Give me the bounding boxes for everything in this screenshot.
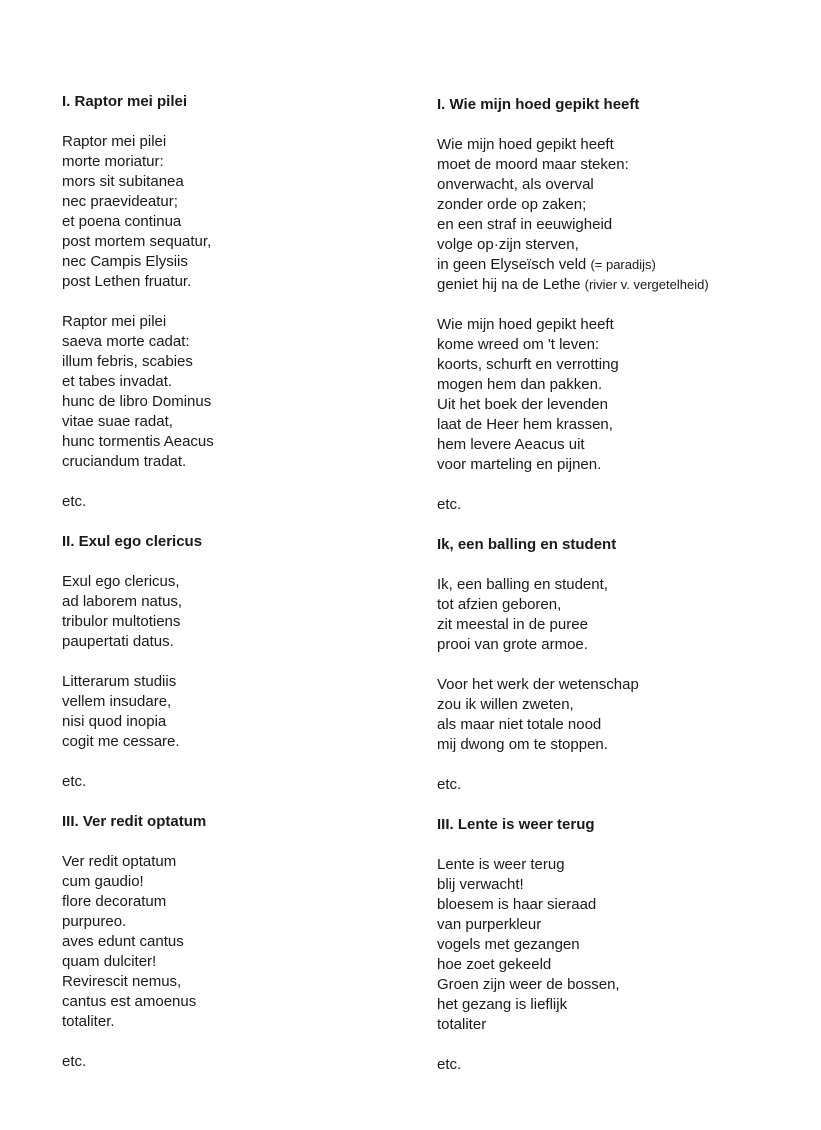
verse-line <box>62 272 432 292</box>
verse-text: Ik, een balling en student, <box>437 576 608 593</box>
verse-line <box>62 1012 432 1032</box>
stanza <box>437 315 807 475</box>
verse-line <box>437 735 807 755</box>
verse-line <box>437 315 807 335</box>
stanza <box>437 855 807 1035</box>
verse-line <box>62 712 432 732</box>
verse-text: nec Campis Elysiis <box>62 253 188 270</box>
verse-text: hoe zoet gekeeld <box>437 956 552 973</box>
poem-heading: I. Raptor mei pilei <box>62 93 188 110</box>
verse-text: Voor het werk der wetenschap <box>437 676 639 693</box>
verse-text: zit meestal in de puree <box>437 616 588 633</box>
verse-text: post Lethen fruatur. <box>62 273 192 290</box>
poem-section <box>62 812 432 1072</box>
verse-line <box>437 935 807 955</box>
verse-text: paupertati datus. <box>62 633 174 650</box>
verse-line <box>437 395 807 415</box>
poem-heading: III. Ver redit optatum <box>62 813 207 830</box>
verse-line <box>62 332 432 352</box>
verse-line <box>62 372 432 392</box>
verse-text: van purperkleur <box>437 916 542 933</box>
section-gap <box>437 795 807 815</box>
verse-text: Wie mijn hoed gepikt heeft <box>437 316 614 333</box>
verse-text: zonder orde op zaken; <box>437 196 587 213</box>
verse-line <box>437 995 807 1015</box>
verse-text: cum gaudio! <box>62 873 144 890</box>
verse-line <box>62 632 432 652</box>
verse-text: totaliter. <box>62 1013 115 1030</box>
verse-text: nec praevideatur; <box>62 193 178 210</box>
etc-text: etc. <box>437 776 462 793</box>
verse-line <box>437 215 807 235</box>
verse-line <box>437 155 807 175</box>
verse-line <box>437 595 807 615</box>
verse-text: laat de Heer hem krassen, <box>437 416 613 433</box>
verse-line <box>62 672 432 692</box>
verse-text: vellem insudare, <box>62 693 172 710</box>
verse-line <box>437 715 807 735</box>
verse-line <box>437 275 807 295</box>
stanza <box>437 135 807 295</box>
etc-text: etc. <box>62 1053 87 1070</box>
verse-line <box>62 892 432 912</box>
verse-text: cantus est amoenus <box>62 993 197 1010</box>
poem-heading: Ik, een balling en student <box>437 536 617 553</box>
poem-section <box>62 92 432 512</box>
verse-line <box>437 635 807 655</box>
verse-text: totaliter <box>437 1016 487 1033</box>
verse-line <box>62 912 432 932</box>
verse-line <box>437 675 807 695</box>
verse-text: Litterarum studiis <box>62 673 177 690</box>
verse-text: onverwacht, als overval <box>437 176 594 193</box>
etc-text: etc. <box>437 496 462 513</box>
verse-line <box>62 352 432 372</box>
verse-line <box>437 255 807 275</box>
verse-line <box>62 972 432 992</box>
verse-line <box>62 932 432 952</box>
poem-section <box>437 95 807 515</box>
verse-line <box>437 855 807 875</box>
verse-line <box>437 955 807 975</box>
verse-text: als maar niet totale nood <box>437 716 602 733</box>
verse-text: post mortem sequatur, <box>62 233 212 250</box>
etc-text: etc. <box>62 493 87 510</box>
verse-line <box>437 875 807 895</box>
verse-text: vogels met gezangen <box>437 936 580 953</box>
verse-text: saeva morte cadat: <box>62 333 190 350</box>
verse-text: Wie mijn hoed gepikt heeft <box>437 136 614 153</box>
verse-text: kome wreed om 't leven: <box>437 336 600 353</box>
verse-text: Raptor mei pilei <box>62 313 167 330</box>
verse-line <box>62 412 432 432</box>
verse-line <box>437 975 807 995</box>
verse-text: hem levere Aeacus uit <box>437 436 585 453</box>
stanza <box>62 132 432 292</box>
poem-section <box>437 535 807 795</box>
verse-line <box>437 375 807 395</box>
poem-heading: III. Lente is weer terug <box>437 816 595 833</box>
verse-line <box>62 252 432 272</box>
stanza <box>437 575 807 655</box>
verse-text: volge op·zijn sterven, <box>437 236 579 253</box>
verse-line <box>437 695 807 715</box>
verse-text: koorts, schurft en verrotting <box>437 356 619 373</box>
verse-line <box>437 915 807 935</box>
verse-text: het gezang is lieflijk <box>437 996 568 1013</box>
verse-text: geniet hij na de Lethe <box>437 276 581 293</box>
poem-section <box>62 532 432 792</box>
stanza <box>62 852 432 1032</box>
verse-line <box>62 312 432 332</box>
etc-text: etc. <box>62 773 87 790</box>
verse-line <box>437 195 807 215</box>
stanza <box>62 312 432 472</box>
verse-line <box>62 392 432 412</box>
stanza <box>62 572 432 652</box>
verse-line <box>62 732 432 752</box>
dutch-column <box>437 95 807 1075</box>
verse-line <box>437 435 807 455</box>
verse-note: (= paradijs) <box>590 257 656 272</box>
verse-text: aves edunt cantus <box>62 933 184 950</box>
verse-text: blij verwacht! <box>437 876 524 893</box>
section-gap <box>62 792 432 812</box>
verse-text: cogit me cessare. <box>62 733 180 750</box>
verse-text: mij dwong om te stoppen. <box>437 736 608 753</box>
verse-text: Lente is weer terug <box>437 856 565 873</box>
verse-text: illum febris, scabies <box>62 353 193 370</box>
verse-text: Revirescit nemus, <box>62 973 182 990</box>
verse-line <box>62 572 432 592</box>
verse-text: vitae suae radat, <box>62 413 173 430</box>
verse-text: et poena continua <box>62 213 182 230</box>
verse-text: Groen zijn weer de bossen, <box>437 976 620 993</box>
verse-line <box>437 1015 807 1035</box>
verse-line <box>62 592 432 612</box>
verse-line <box>437 335 807 355</box>
stanza <box>437 675 807 755</box>
verse-text: hunc tormentis Aeacus <box>62 433 214 450</box>
verse-line <box>62 212 432 232</box>
verse-text: tot afzien geboren, <box>437 596 562 613</box>
verse-text: flore decoratum <box>62 893 167 910</box>
verse-text: bloesem is haar sieraad <box>437 896 597 913</box>
verse-line <box>62 992 432 1012</box>
verse-line <box>437 615 807 635</box>
verse-line <box>62 612 432 632</box>
verse-text: purpureo. <box>62 913 127 930</box>
verse-note: (rivier v. vergetelheid) <box>584 277 709 292</box>
verse-text: ad laborem natus, <box>62 593 183 610</box>
verse-line <box>437 235 807 255</box>
verse-text: zou ik willen zweten, <box>437 696 574 713</box>
verse-line <box>437 355 807 375</box>
poem-heading: I. Wie mijn hoed gepikt heeft <box>437 96 640 113</box>
verse-text: in geen Elyseïsch veld <box>437 256 587 273</box>
poem-heading: II. Exul ego clericus <box>62 533 203 550</box>
etc-text: etc. <box>437 1056 462 1073</box>
section-gap <box>437 515 807 535</box>
verse-text: morte moriatur: <box>62 153 164 170</box>
verse-line <box>437 575 807 595</box>
verse-text: nisi quod inopia <box>62 713 167 730</box>
verse-line <box>62 952 432 972</box>
poem-section <box>437 815 807 1075</box>
verse-text: voor marteling en pijnen. <box>437 456 602 473</box>
verse-text: moet de moord maar steken: <box>437 156 629 173</box>
verse-text: Exul ego clericus, <box>62 573 180 590</box>
verse-text: et tabes invadat. <box>62 373 173 390</box>
verse-line <box>62 852 432 872</box>
verse-text: quam dulciter! <box>62 953 157 970</box>
verse-text: hunc de libro Dominus <box>62 393 212 410</box>
verse-text: prooi van grote armoe. <box>437 636 588 653</box>
verse-line <box>437 415 807 435</box>
section-gap <box>62 512 432 532</box>
verse-text: tribulor multotiens <box>62 613 181 630</box>
verse-line <box>437 455 807 475</box>
verse-text: Ver redit optatum <box>62 853 177 870</box>
verse-line <box>62 432 432 452</box>
verse-text: Uit het boek der levenden <box>437 396 608 413</box>
verse-line <box>437 895 807 915</box>
verse-line <box>437 175 807 195</box>
verse-line <box>62 152 432 172</box>
verse-text: Raptor mei pilei <box>62 133 167 150</box>
verse-line <box>62 172 432 192</box>
verse-text: mors sit subitanea <box>62 173 184 190</box>
verse-text: mogen hem dan pakken. <box>437 376 603 393</box>
verse-line <box>62 132 432 152</box>
stanza <box>62 672 432 752</box>
latin-column <box>62 92 432 1072</box>
verse-line <box>62 452 432 472</box>
verse-line <box>437 135 807 155</box>
verse-text: en een straf in eeuwigheid <box>437 216 613 233</box>
verse-line <box>62 232 432 252</box>
verse-text: cruciandum tradat. <box>62 453 187 470</box>
verse-line <box>62 192 432 212</box>
verse-line <box>62 872 432 892</box>
verse-line <box>62 692 432 712</box>
